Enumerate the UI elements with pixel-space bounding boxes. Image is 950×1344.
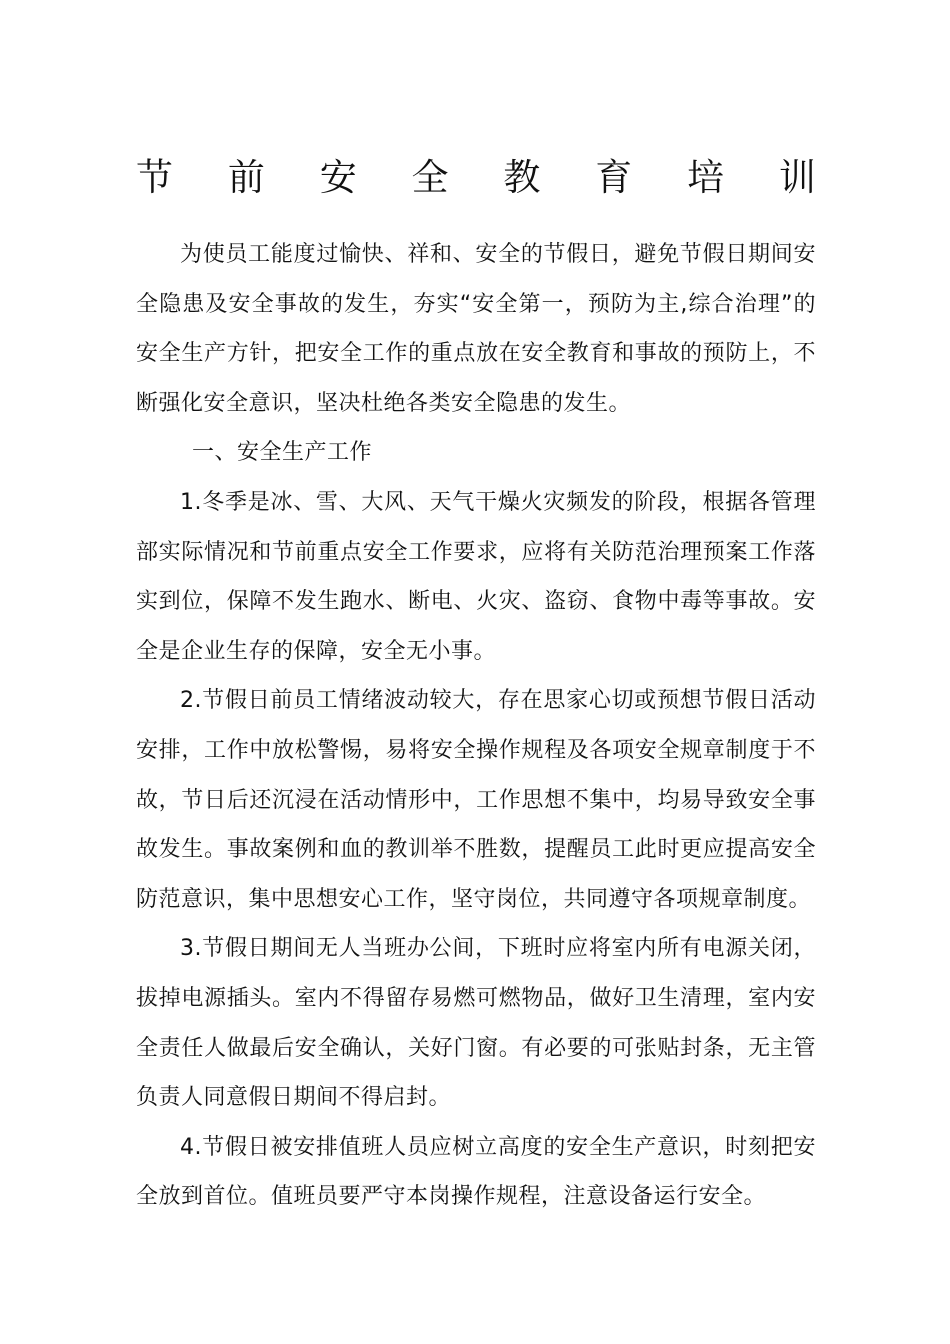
item-paragraph-4: 4.节假日被安排值班人员应树立高度的安全生产意识，时刻把安全放到首位。值班员要严守本岗操作规程，注意设备运行安全。: [136, 1134, 816, 1210]
page-title: [136, 153, 816, 203]
title-char: 节: [136, 155, 173, 199]
title-char: 教: [503, 155, 541, 199]
item-paragraph-1: 1.冬季是冰、雪、大风、天气干燥火灾频发的阶段，根据各管理部实际情况和节前重点安全工作要求，应将有关防范治理预案工作落实到位，保障不发生跑水、断电、火灾、盗窃、食物中毒等事故。安全是企业生存的保障，安全无小事。: [136, 489, 816, 664]
title-char: 育: [595, 155, 633, 199]
title-char: 全: [411, 155, 449, 199]
title-char: 前: [227, 155, 265, 199]
section-heading: 一、安全生产工作: [192, 440, 373, 466]
title-char: 训: [778, 155, 816, 199]
title-char: 培: [687, 155, 725, 199]
title-char: 安: [319, 155, 357, 199]
intro-paragraph: 为使员工能度过愉快、祥和、安全的节假日，避免节假日期间安全隐患及安全事故的发生，夯实“安全第一，预防为主,综合治理”的安全生产方针，把安全工作的重点放在安全教育和事故的预防上，不断强化安全意识，坚决杜绝各类安全隐患的发生。: [136, 242, 816, 416]
item-paragraph-3: 3.节假日期间无人当班办公间，下班时应将室内所有电源关闭，拔掉电源插头。室内不得留存易燃可燃物品，做好卫生清理，室内安全责任人做最后安全确认，关好门窗。有必要的可张贴封条，无主管负责人同意假日期间不得启封。: [136, 936, 816, 1111]
document-body: [136, 230, 816, 1222]
item-paragraph-2: 2.节假日前员工情绪波动较大，存在思家心切或预想节假日活动安排，工作中放松警惕，易将安全操作规程及各项安全规章制度于不故，节日后还沉浸在活动情形中，工作思想不集中，均易导致安全事故发生。事故案例和血的教训举不胜数，提醒员工此时更应提高安全防范意识，集中思想安心工作，坚守岗位，共同遵守各项规章制度。: [136, 688, 816, 912]
